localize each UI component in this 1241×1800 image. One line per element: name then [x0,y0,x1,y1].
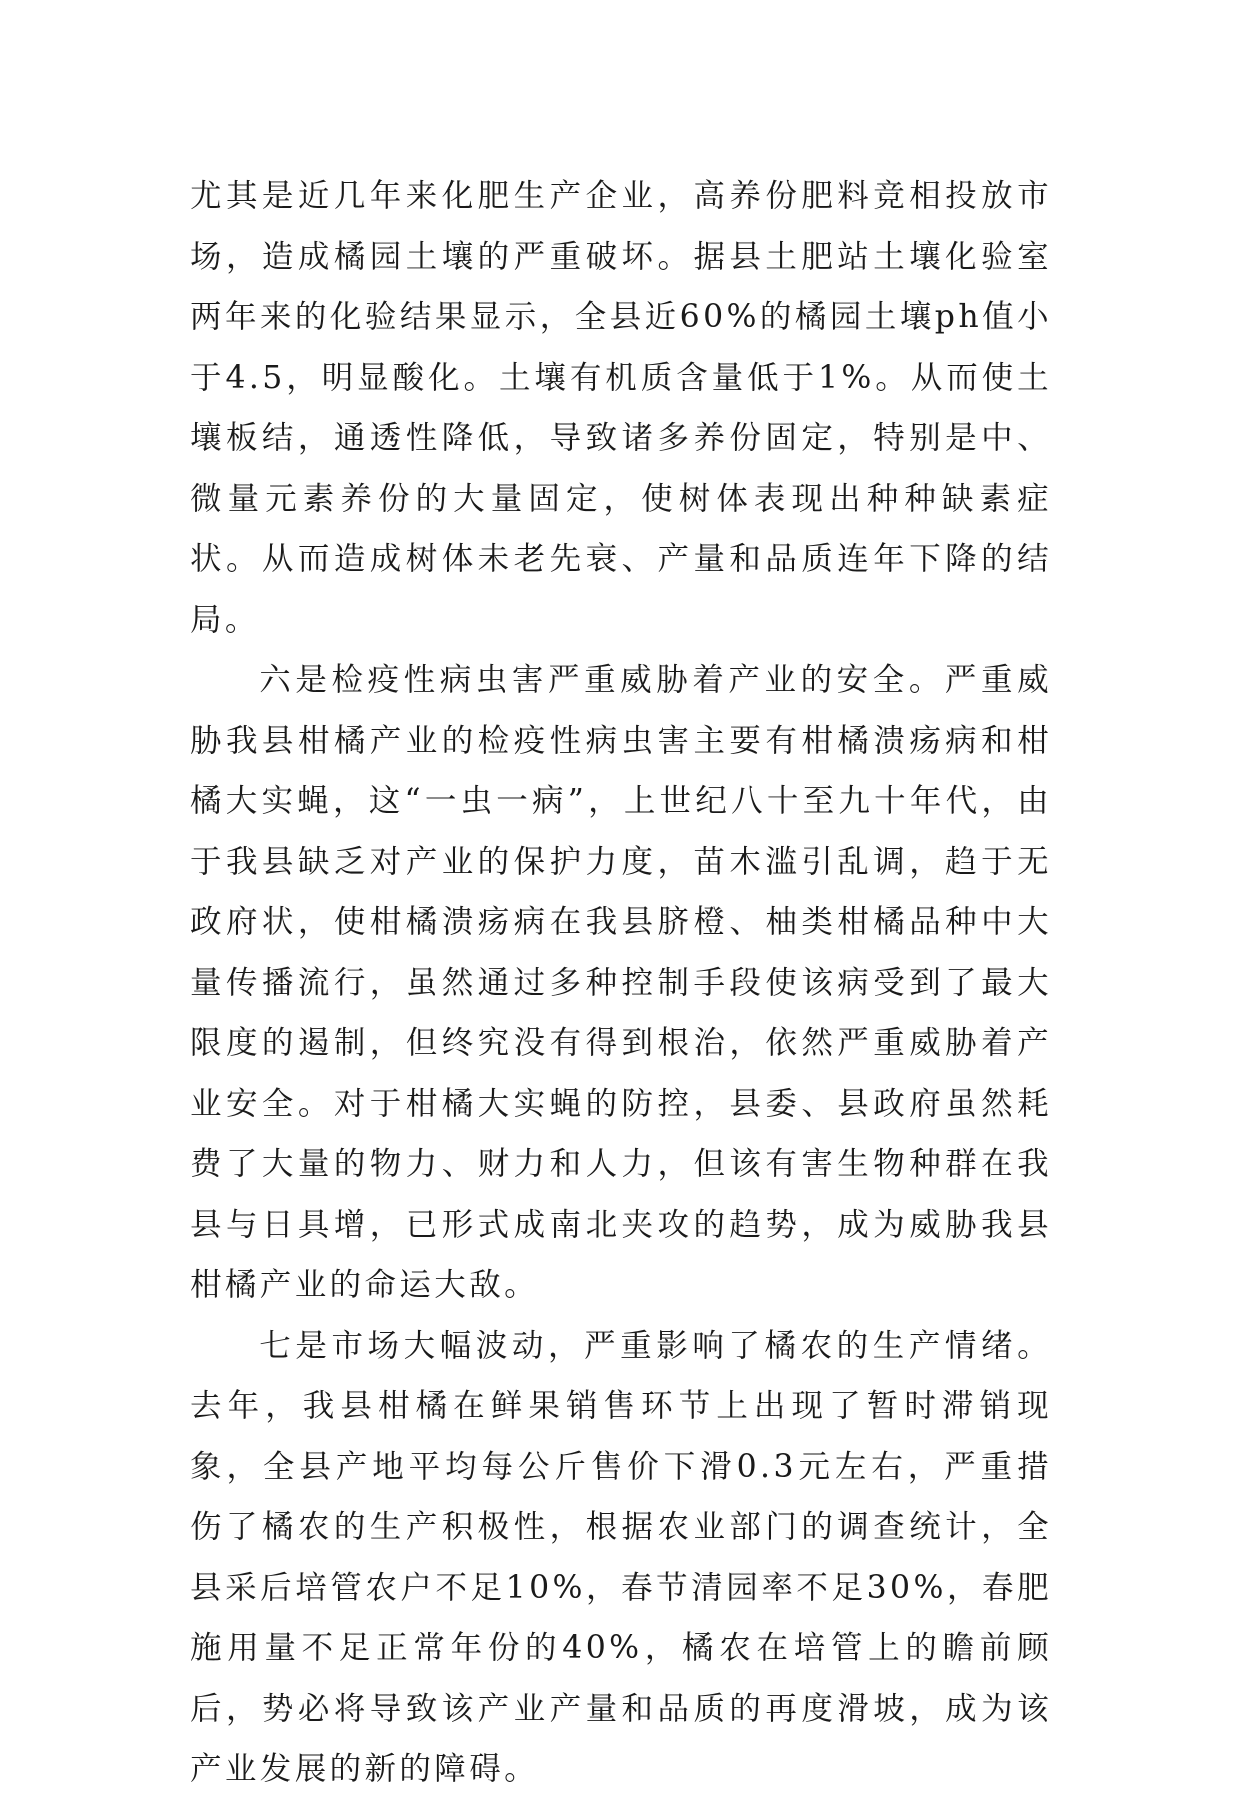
paragraph-continuation-soil-acidification: 尤其是近几年来化肥生产企业，高养份肥料竞相投放市场，造成橘园土壤的严重破坏。据县土肥站土壤化验室两年来的化验结果显示，全县近60%的橘园土壤ph值小于4.5，明显酸化。土壤有机质含量低于1%。从而使土壤板结，通透性降低，导致诸多养份固定，特别是中、微量元素养份的大量固定，使树体表现出种种缺素症状。从而造成树体未老先衰、产量和品质连年下降的结局。 [190,178,1052,638]
paragraph-point-seven-market-fluctuation: 七是市场大幅波动，严重影响了橘农的生产情绪。去年，我县柑橘在鲜果销售环节上出现了暂时滞销现象，全县产地平均每公斤售价下滑0.3元左右，严重措伤了橘农的生产积极性，根据农业部门的调查统计，全县采后培管农户不足10%，春节清园率不足30%，春肥施用量不足正常年份的40%，橘农在培管上的瞻前顾后，势必将导致该产业产量和品质的再度滑坡，成为该产业发展的新的障碍。 [190,1327,1052,1787]
paragraph-point-six-quarantine-pests: 六是检疫性病虫害严重威胁着产业的安全。严重威胁我县柑橘产业的检疫性病虫害主要有柑橘溃疡病和柑橘大实蝇，这“一虫一病”，上世纪八十至九十年代，由于我县缺乏对产业的保护力度，苗木滥引乱调，趋于无政府状，使柑橘溃疡病在我县脐橙、柚类柑橘品种中大量传播流行，虽然通过多种控制手段使该病受到了最大限度的遏制，但终究没有得到根治，依然严重威胁着产业安全。对于柑橘大实蝇的防控，县委、县政府虽然耗费了大量的物力、财力和人力，但该有害生物种群在我县与日具增，已形式成南北夹攻的趋势，成为威胁我县柑橘产业的命运大敌。 [190,662,1052,1303]
document-body [190,166,1052,1800]
